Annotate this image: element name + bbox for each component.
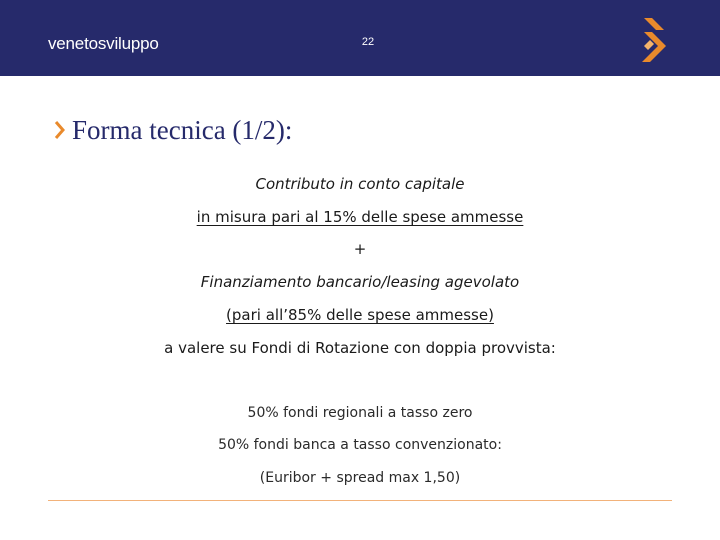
header-bar xyxy=(0,0,720,76)
page-number: 22 xyxy=(361,36,375,48)
body-line-finanziamento: Finanziamento bancario/leasing agevolato xyxy=(200,273,520,291)
body-line-pari: (pari all’85% delle spese ammesse) xyxy=(226,306,494,324)
sub-line-banca: 50% fondi banca a tasso convenzionato: xyxy=(218,437,502,453)
slide-title-text: Forma tecnica (1/2): xyxy=(72,114,293,145)
brand-logo-text: venetosviluppo xyxy=(48,34,159,53)
body-line-contributo: Contributo in conto capitale xyxy=(255,175,465,193)
slide-title xyxy=(52,112,292,148)
sub-line-euribor: (Euribor + spread max 1,50) xyxy=(259,470,461,486)
brand-chevrons-icon xyxy=(638,16,674,64)
footer-divider xyxy=(48,500,672,501)
body-line-plus: + xyxy=(353,240,367,258)
sub-line-regionali: 50% fondi regionali a tasso zero xyxy=(247,405,473,421)
chevron-right-icon xyxy=(52,119,68,141)
body-line-misura: in misura pari al 15% delle spese ammesse xyxy=(196,208,524,226)
body-line-valere: a valere su Fondi di Rotazione con doppia provvista: xyxy=(164,339,556,357)
